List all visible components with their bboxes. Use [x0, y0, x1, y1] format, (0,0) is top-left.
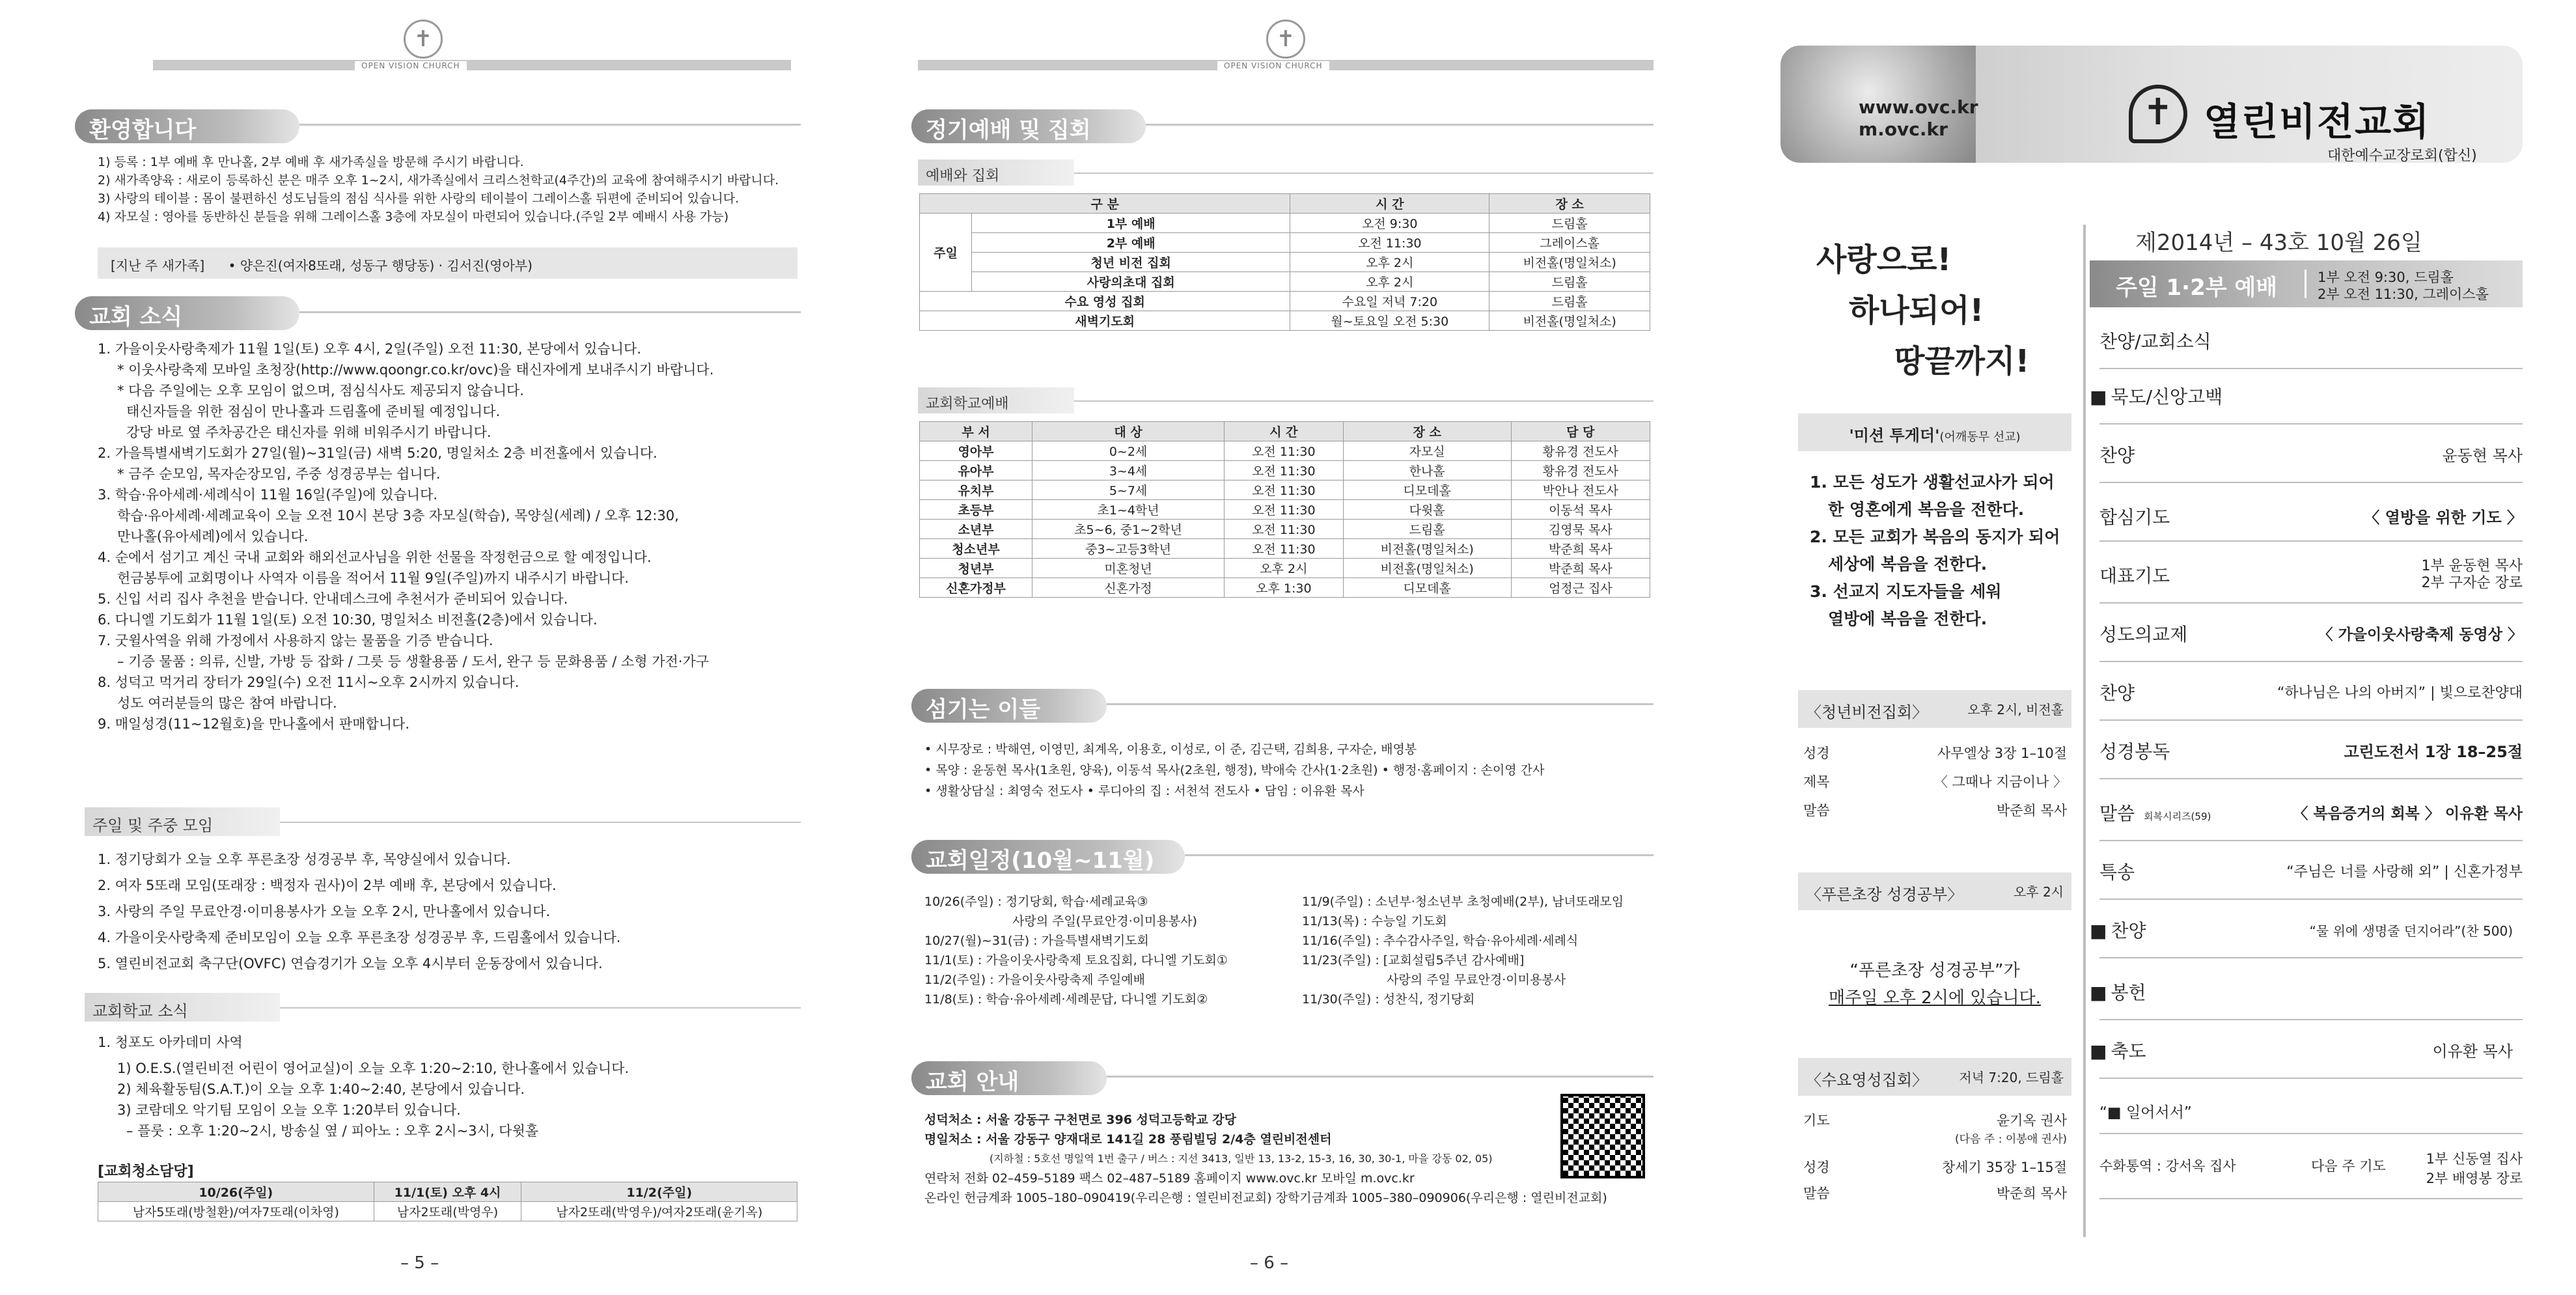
- news-line: 만나홀(유아세례)에서 있습니다.: [117, 529, 309, 544]
- school-cell: 김영묵 목사: [1511, 520, 1650, 539]
- school-header: 대 상: [1032, 422, 1225, 441]
- schedule-right: [1302, 892, 1624, 1009]
- news-line: 6. 다니엘 기도회가 11월 1일(토) 오전 10:30, 명일처소 비전홀(2층)에서 있습니다.: [98, 612, 598, 628]
- school-cell: 이동석 목사: [1511, 500, 1650, 520]
- news-line: 3. 학습·유아세례·세례식이 11월 16일(주일)에 있습니다.: [98, 487, 438, 503]
- youth-box: [1798, 690, 2071, 728]
- order-row: [2099, 801, 2523, 827]
- mission-line: 2. 모든 교회가 복음의 동지가 되어: [1810, 527, 2060, 546]
- news-line: – 기증 물품 : 의류, 신발, 가방 등 잡화 / 그릇 등 생활용품 / 도서, 완구 등 문화용품 / 소형 가전·가구: [117, 654, 710, 669]
- school-cell: 오전 11:30: [1225, 461, 1343, 480]
- worship-group: 주일: [920, 214, 972, 292]
- wednesday-row-value: (다음 주 : 이봉애 권사): [1955, 1133, 2067, 1146]
- school-cell: 5~7세: [1032, 480, 1225, 500]
- pasture-line: “푸른초장 성경공부”가: [1849, 961, 2020, 981]
- welcome-item: 4) 자모실 : 영아를 동반하신 분들을 위해 그레이스홀 3층에 자모실이 마련되어 있습니다.(주일 2부 예배시 사용 가능): [98, 210, 729, 224]
- order-label: 찬양: [2111, 920, 2146, 941]
- worship-header: 시 간: [1290, 194, 1489, 214]
- youth-row-value: 사무엘상 3장 1–10절: [1937, 745, 2067, 761]
- welcome-item: 3) 사랑의 테이블 : 몸이 불편하신 성도님들의 점심 식사를 위한 사랑의 테이블이 그레이스홀 뒤편에 준비되어 있습니다.: [98, 191, 740, 206]
- worship-cell: 1부 예배: [972, 214, 1290, 233]
- news-line: 9. 매일성경(11~12월호)을 만나홀에서 판매합니다.: [98, 716, 410, 732]
- order-detail: 〈 가을이웃사랑축제 동영상 〉: [2318, 626, 2523, 643]
- worship-cell: 오후 2시: [1290, 253, 1489, 272]
- order-detail: “하나님은 나의 아버지” | 빛으로찬양대: [2277, 685, 2523, 701]
- school-header: 시 간: [1225, 422, 1343, 441]
- service-bar: [2090, 260, 2523, 307]
- order-row: [2099, 680, 2523, 706]
- school-cell: 디모데홀: [1343, 578, 1511, 598]
- weekly-line: 1. 정기당회가 오늘 오후 푸른초장 성경공부 후, 목양실에서 있습니다.: [98, 852, 511, 867]
- new-family-box: [98, 247, 797, 279]
- school-worship-subtitle: 교회학교예배: [918, 387, 1074, 413]
- school-cell: 청소년부: [920, 539, 1032, 559]
- worship-cell: 새벽기도회: [920, 311, 1290, 331]
- church-logo-icon: ✝: [404, 20, 443, 59]
- servants-line: • 생활상담실 : 최영숙 전도사 • 루디아의 집 : 서천석 전도사 • 담임 : 이유환 목사: [924, 784, 1364, 798]
- page-5: [0, 0, 840, 1295]
- wednesday-row-value: 박준희 목사: [1996, 1186, 2067, 1201]
- order-row: [2099, 558, 2523, 591]
- schedule-item: 11/23(주일) : [교회설립5주년 감사예배]: [1302, 953, 1525, 968]
- welcome-title: 환영합니다: [75, 109, 299, 143]
- wednesday-row-value: 윤기옥 권사: [1996, 1113, 2067, 1128]
- guide-line: 명일처소 : 서울 강동구 양재대로 141길 28 풍림빌딩 2/4층 열린비전센터: [924, 1132, 1332, 1147]
- school-cell: 박준희 목사: [1511, 559, 1650, 578]
- qr-code[interactable]: [1560, 1094, 1645, 1178]
- news-line: 1. 가을이웃사랑축제가 11월 1일(토) 오후 4시, 2일(주일) 오전 11:30, 본당에서 있습니다.: [98, 341, 641, 357]
- schedule-title: 교회일정(10월~11월): [911, 840, 1185, 874]
- worship-cell: 비전홀(명일처소): [1489, 311, 1650, 331]
- church-name: 열린비전교회: [2204, 100, 2431, 144]
- worship-title: 정기예배 및 집회: [911, 109, 1146, 143]
- weekly-line: 3. 사랑의 주일 무료안경·이미용봉사가 오늘 오후 2시, 만나홀에서 있습니다.: [98, 904, 551, 919]
- next-week-label: 다음 주 기도: [2311, 1158, 2386, 1174]
- school-cell: 한나홀: [1343, 461, 1511, 480]
- guide-list: [924, 1110, 1607, 1208]
- order-detail-line: 1부 윤동현 목사: [2421, 558, 2523, 574]
- schedule-item: 사랑의 주일 무료안경·이미용봉사: [1387, 973, 1566, 987]
- school-cell: 3~4세: [1032, 461, 1225, 480]
- website-url[interactable]: www.ovc.kr: [1859, 96, 1978, 118]
- school-cell: 초1~4학년: [1032, 500, 1225, 520]
- mission-list: [1810, 469, 2060, 633]
- school-cell: 황유경 전도사: [1511, 441, 1650, 461]
- order-detail: “주님은 너를 사랑해 외” | 신혼가정부: [2286, 864, 2523, 880]
- news-line: * 다음 주일에는 오후 모임이 없으며, 점심식사도 제공되지 않습니다.: [117, 383, 524, 398]
- news-line: 8. 성덕고 먹거리 장터가 29일(수) 오전 11시~오후 2시까지 있습니다.: [98, 675, 519, 690]
- standing-note: “■ 일어서서”: [2099, 1104, 2192, 1121]
- service-time: 1부 오전 9:30, 드림홀: [2318, 270, 2454, 285]
- cleaning-cell: 남자2또래(박영우): [374, 1202, 521, 1221]
- church-en-name: OPEN VISION CHURCH: [1217, 61, 1329, 70]
- youth-rows: [1803, 739, 2067, 825]
- mission-line: 열방에 복음을 전한다.: [1828, 609, 1987, 628]
- order-row: [2099, 505, 2523, 531]
- wednesday-rows: [1803, 1110, 2067, 1209]
- order-label: 찬양/교회소식: [2099, 331, 2211, 352]
- pasture-time: 오후 2시: [2013, 884, 2064, 900]
- order-mark: ■: [2090, 386, 2107, 408]
- mission-line: 세상에 복음을 전한다.: [1828, 555, 1987, 574]
- worship-cell: 드림홀: [1489, 214, 1650, 233]
- school-cell: 신혼가정: [1032, 578, 1225, 598]
- worship-cell: 비전홀(명일처소): [1489, 253, 1650, 272]
- worship-cell: 드림홀: [1489, 292, 1650, 311]
- news-title: 교회 소식: [75, 296, 299, 330]
- schedule-item: 11/16(주일) : 추수감사주일, 학습·유아세례·세례식: [1302, 934, 1579, 948]
- school-cell: 다윗홀: [1343, 500, 1511, 520]
- order-label: 축도: [2111, 1040, 2146, 1062]
- schedule-item: 10/26(주일) : 정기당회, 학습·세례교육③: [924, 895, 1148, 909]
- school-cell: 오후 1:30: [1225, 578, 1343, 598]
- news-line: 4. 순에서 섬기고 계신 국내 교회와 해외선교사님을 위한 선물을 작정헌금으로 할 예정입니다.: [98, 550, 652, 565]
- order-detail: 이유환 목사: [2432, 1042, 2513, 1061]
- school-cell: 박준희 목사: [1511, 539, 1650, 559]
- order-label: 성도의교제: [2099, 624, 2188, 645]
- school-cell: 비전홀(명일처소): [1343, 559, 1511, 578]
- order-label: 성경봉독: [2099, 741, 2170, 762]
- news-list: [98, 339, 713, 734]
- order-label: 찬양: [2099, 445, 2135, 466]
- worship-cell: 청년 비전 집회: [972, 253, 1290, 272]
- order-detail: [2422, 558, 2523, 592]
- schedule-left: [924, 892, 1228, 1009]
- school-cell: 오전 11:30: [1225, 441, 1343, 461]
- order-mark: ■: [2090, 982, 2107, 1003]
- cleaning-cell: 남자5또래(방철환)/여자7또래(이차영): [98, 1202, 374, 1221]
- guide-line: 온라인 헌금계좌 1005–180–090419(우리은행 : 열린비전교회) 장학기금계좌 1005–380–090906(우리은행 : 열린비전교회): [924, 1191, 1607, 1205]
- order-row: [2090, 1038, 2513, 1065]
- school-header: 부 서: [920, 422, 1032, 441]
- order-label: 말씀: [2099, 803, 2135, 824]
- new-family-label: [지난 주 새가족]: [111, 258, 205, 273]
- worship-cell: 월~토요일 오전 5:30: [1290, 311, 1489, 331]
- pasture-line: 매주일 오후 2시에 있습니다.: [1829, 988, 2041, 1008]
- worship-cell: 오후 2시: [1290, 272, 1489, 292]
- news-line: 학습·유아세례·세례교육이 오늘 오전 10시 본당 3층 자모실(학습), 목양실(세례) / 오후 12:30,: [117, 508, 679, 523]
- order-row: [2090, 918, 2513, 944]
- order-row: [2099, 329, 2523, 355]
- mobile-url[interactable]: m.ovc.kr: [1859, 118, 1948, 140]
- schedule-item: 11/8(토) : 학습·유아세례·세례문답, 다니엘 기도회②: [924, 992, 1208, 1007]
- news-line: 헌금봉투에 교회명이나 사역자 이름을 적어서 11월 9일(주일)까지 내주시기 바랍니다.: [117, 570, 629, 586]
- order-detail: 고린도전서 1장 18–25절: [2344, 743, 2523, 761]
- schedule-item: 10/27(월)~31(금) : 가을특별새벽기도회: [924, 934, 1149, 948]
- guide-line: (지하철 : 5호선 명일역 1번 출구 / 버스 : 지선 3413, 일반 13, 13-2, 15-3, 16, 30, 30-1, 마을 강동 02, 05): [990, 1152, 1493, 1165]
- order-label: 봉헌: [2111, 982, 2146, 1003]
- schedule-item: 11/1(토) : 가을이웃사랑축제 토요집회, 다니엘 기도회①: [924, 953, 1228, 968]
- weekly-title: 주일 및 주중 모임: [85, 807, 280, 836]
- church-emblem-icon: ✝: [2129, 85, 2187, 143]
- youth-title: 〈청년비전집회〉: [1806, 703, 1928, 721]
- school-header: 담 당: [1511, 422, 1650, 441]
- order-row: [2099, 739, 2523, 765]
- news-line: 7. 굿윌사역을 위해 가정에서 사용하지 않는 물품을 기증 받습니다.: [98, 633, 493, 648]
- servants-list: [924, 739, 1544, 801]
- schedule-item: 11/30(주일) : 성찬식, 정기당회: [1302, 992, 1475, 1007]
- worship-header: 구 분: [920, 194, 1290, 214]
- church-en-name: OPEN VISION CHURCH: [355, 61, 467, 70]
- schedule-item: 사랑의 주일(무료안경·이미용봉사): [1012, 914, 1197, 928]
- news-line: * 금주 순모임, 목자순장모임, 주중 성경공부는 쉽니다.: [117, 466, 441, 482]
- school-cell: 드림홀: [1343, 520, 1511, 539]
- top-rule: [153, 60, 791, 70]
- wednesday-row-label: 성경: [1803, 1160, 1830, 1175]
- school-cell: 엄정근 집사: [1511, 578, 1650, 598]
- mission-title-box: [1798, 413, 2071, 451]
- worship-header: 장 소: [1489, 194, 1650, 214]
- school-cell: 유아부: [920, 461, 1032, 480]
- school-cell: 디모데홀: [1343, 480, 1511, 500]
- school-cell: 유치부: [920, 480, 1032, 500]
- order-row: [2099, 859, 2523, 885]
- school-worship-table: [919, 421, 1650, 598]
- school-cell: 오전 11:30: [1225, 480, 1343, 500]
- order-row: [2090, 384, 2513, 410]
- weekly-list: [98, 846, 620, 977]
- mission-note: (어깨동무 선교): [1939, 430, 2021, 444]
- slogan-line: 하나되어!: [1849, 292, 1984, 329]
- page-number: – 5 –: [400, 1253, 439, 1273]
- school-cell: 자모실: [1343, 441, 1511, 461]
- school-cell: 오전 11:30: [1225, 520, 1343, 539]
- denomination: 대한예수교장로회(합신): [2327, 148, 2477, 164]
- cleaning-cell: 남자2또래(박영우)/여자2또래(윤기옥): [521, 1202, 797, 1221]
- cleaning-table: [98, 1182, 797, 1221]
- weekly-line: 2. 여자 5또래 모임(또래장 : 백정자 권사)이 2부 예배 후, 본당에서 있습니다.: [98, 878, 557, 893]
- worship-table: [919, 193, 1650, 331]
- youth-time: 오후 2시, 비전홀: [1967, 702, 2064, 717]
- worship-cell: 드림홀: [1489, 272, 1650, 292]
- school-cell: 황유경 전도사: [1511, 461, 1650, 480]
- school-cell: 오후 2시: [1225, 559, 1343, 578]
- youth-row-label: 제목: [1803, 774, 1830, 790]
- worship-cell: 그레이스홀: [1489, 233, 1650, 253]
- order-detail: 〈 열방을 위한 기도 〉: [2364, 508, 2523, 527]
- news-line: 2. 가을특별새벽기도회가 27일(월)~31일(금) 새벽 5:20, 명일처소 2층 비전홀에서 있습니다.: [98, 445, 658, 461]
- school-line: – 플룻 : 오후 1:20~2시, 방송실 옆 / 피아노 : 오후 2시~3시, 다윗홀: [126, 1123, 539, 1139]
- youth-row-value: 〈 그때나 지금이나 〉: [1933, 774, 2067, 790]
- school-line: 1) O.E.S.(열린비전 어린이 영어교실)이 오늘 오후 1:20~2:10, 한나홀에서 있습니다.: [117, 1061, 630, 1076]
- worship-cell: 수요 영성 집회: [920, 292, 1290, 311]
- weekly-line: 5. 열린비전교회 축구단(OVFC) 연습경기가 오늘 오후 4시부터 운동장에서 있습니다.: [98, 956, 603, 971]
- pasture-box: [1798, 872, 2071, 910]
- usher-info: 수화통역 : 강서옥 집사: [2099, 1158, 2236, 1174]
- order-row: [2090, 980, 2513, 1006]
- order-label: 대표기도: [2099, 565, 2170, 587]
- welcome-list: [98, 153, 779, 226]
- order-label: 찬양: [2099, 682, 2135, 704]
- order-detail: 윤동현 목사: [2442, 447, 2523, 465]
- news-line: 5. 신입 서리 집사 추천을 받습니다. 안내데스크에 추천서가 준비되어 있습니다.: [98, 591, 568, 607]
- worship-cell: 오전 9:30: [1290, 214, 1489, 233]
- servants-line: • 시무장로 : 박해연, 이영민, 최계옥, 이용호, 이성로, 이 준, 김근택, 김희용, 구자순, 배영봉: [924, 742, 1417, 757]
- school-cell: 오전 11:30: [1225, 539, 1343, 559]
- school-cell: 비전홀(명일처소): [1343, 539, 1511, 559]
- school-cell: 신혼가정부: [920, 578, 1032, 598]
- weekly-line: 4. 가을이웃사랑축제 준비모임이 오늘 오후 푸른초장 성경공부 후, 드림홀에서 있습니다.: [98, 930, 621, 945]
- school-cell: 초등부: [920, 500, 1032, 520]
- service-divider: [2305, 270, 2306, 298]
- school-line: 2) 체육활동팀(S.A.T.)이 오늘 오후 1:40~2:40, 본당에서 있습니다.: [117, 1081, 525, 1097]
- order-label: 합심기도: [2099, 507, 2170, 528]
- issue-line: 제2014년 – 43호 10월 26일: [2135, 230, 2422, 256]
- school-cell: 오전 11:30: [1225, 500, 1343, 520]
- cleaning-header: 11/1(토) 오후 4시: [374, 1182, 521, 1202]
- page-6: [859, 0, 1706, 1295]
- news-line: * 이웃사랑축제 모바일 초청장(http://www.qoongr.co.kr/ovc)을 태신자에게 보내주시기 바랍니다.: [117, 362, 714, 378]
- next-week-line: 2부 배영봉 장로: [2426, 1171, 2523, 1186]
- school-cell: 영아부: [920, 441, 1032, 461]
- order-label: 특송: [2099, 861, 2135, 883]
- wednesday-box: [1798, 1058, 2071, 1096]
- mission-line: 3. 선교지 지도자들을 세워: [1810, 582, 2002, 601]
- slogan: [1816, 234, 2029, 387]
- church-logo-icon: ✝: [1266, 20, 1305, 59]
- order-detail: “물 위에 생명줄 던지어라”(찬 500): [2309, 923, 2513, 939]
- wednesday-row-label: 말씀: [1803, 1186, 1830, 1201]
- order-mark: ■: [2090, 920, 2107, 941]
- school-line: 3) 코람데오 악기팀 모임이 오늘 오후 1:20부터 있습니다.: [117, 1102, 461, 1118]
- pasture-title: 〈푸른초장 성경공부〉: [1806, 885, 1963, 904]
- school-cell: 청년부: [920, 559, 1032, 578]
- next-week-prayer: [2409, 1149, 2523, 1188]
- youth-row-label: 말씀: [1803, 803, 1830, 818]
- worship-cell: 오전 11:30: [1290, 233, 1489, 253]
- worship-subtitle: 예배와 집회: [918, 160, 1074, 186]
- service-title: 주일 1·2부 예배: [2116, 275, 2278, 301]
- school-cell: 중3~고등3학년: [1032, 539, 1225, 559]
- pasture-text: [1798, 957, 2071, 1012]
- news-line: 성도 여러분들의 많은 참여 바랍니다.: [117, 695, 337, 711]
- order-row: [2099, 622, 2523, 648]
- school-line: 1. 청포도 아카데미 사역: [98, 1035, 243, 1050]
- order-row: [2099, 443, 2523, 469]
- schedule-item: 11/9(주일) : 소년부·청소년부 초청예배(2부), 남녀또래모임: [1302, 895, 1624, 909]
- order-detail-line: 2부 구자순 장로: [2421, 575, 2523, 591]
- order-pre: 회복시리즈(59): [2144, 811, 2211, 822]
- news-line: 강당 바로 옆 주차공간은 태신자를 위해 비워주시기 바랍니다.: [126, 425, 492, 440]
- wednesday-row-label: 기도: [1803, 1113, 1830, 1128]
- cleaning-header: 10/26(주일): [98, 1182, 374, 1202]
- mission-title: '미션 투게더': [1849, 426, 1940, 445]
- youth-row-label: 성경: [1803, 745, 1830, 761]
- servants-line: • 목양 : 윤동현 목사(1초원, 양육), 이동석 목사(2초원, 행정), 박애숙 간사(1·2초원) • 행정·홈페이지 : 손이영 간사: [924, 763, 1545, 777]
- worship-cell: 사랑의초대 집회: [972, 272, 1290, 292]
- news-line: 태신자들을 위한 점심이 만나홀과 드림홀에 준비될 예정입니다.: [126, 404, 501, 419]
- wednesday-title: 〈수요영성집회〉: [1806, 1071, 1928, 1089]
- guide-title: 교회 안내: [911, 1061, 1107, 1095]
- next-week-line: 1부 신동열 집사: [2426, 1151, 2523, 1167]
- order-detail: 〈 복음증거의 회복 〉 이유환 목사: [2293, 805, 2523, 822]
- new-family-names: • 양은진(여자8또래, 성동구 행당동) · 김서진(영아부): [228, 258, 533, 273]
- cover-divider: [2083, 225, 2086, 1237]
- order-label: 묵도/신앙고백: [2111, 386, 2223, 408]
- worship-cell: 2부 예배: [972, 233, 1290, 253]
- school-header: 장 소: [1343, 422, 1511, 441]
- wednesday-time: 저녁 7:20, 드림홀: [1959, 1070, 2064, 1085]
- schedule-item: 11/2(주일) : 가을이웃사랑축제 주일예배: [924, 973, 1145, 987]
- youth-row-value: 박준희 목사: [1996, 803, 2067, 818]
- guide-line: 연락처 전화 02–459–5189 팩스 02–487–5189 홈페이지 www.ovc.kr 모바일 m.ovc.kr: [924, 1171, 1415, 1186]
- school-cell: 0~2세: [1032, 441, 1225, 461]
- cleaning-header: 11/2(주일): [521, 1182, 797, 1202]
- school-news-title: 교회학교 소식: [85, 993, 280, 1022]
- cleaning-label: [교회청소담당]: [98, 1163, 194, 1180]
- schedule-item: 11/13(목) : 수능일 기도회: [1302, 914, 1447, 928]
- school-cell: 미혼청년: [1032, 559, 1225, 578]
- order-mark: ■: [2090, 1040, 2107, 1062]
- guide-line: 성덕처소 : 서울 강동구 구천면로 396 성덕고등학교 강당: [924, 1113, 1236, 1127]
- mission-line: 1. 모든 성도가 생활선교사가 되어: [1810, 473, 2055, 492]
- servants-title: 섬기는 이들: [911, 689, 1107, 723]
- school-cell: 초5~6, 중1~2학년: [1032, 520, 1225, 539]
- mission-line: 한 영혼에게 복음을 전한다.: [1828, 500, 2025, 519]
- welcome-item: 1) 등록 : 1부 예배 후 만나홀, 2부 예배 후 새가족실을 방문해 주시기 바랍니다.: [98, 155, 524, 169]
- service-time: 2부 오전 11:30, 그레이스홀: [2318, 286, 2489, 302]
- slogan-line: 사랑으로!: [1816, 242, 1952, 278]
- school-cell: 박안나 전도사: [1511, 480, 1650, 500]
- wednesday-row-value: 창세기 35장 1–15절: [1941, 1160, 2067, 1175]
- school-cell: 소년부: [920, 520, 1032, 539]
- welcome-item: 2) 새가족양육 : 새로이 등록하신 분은 매주 오후 1~2시, 새가족실에서 크리스천학교(4주간)의 교육에 참여해주시기 바랍니다.: [98, 173, 779, 188]
- school-news-list: [98, 1032, 629, 1141]
- slogan-line: 땅끝까지!: [1894, 343, 2030, 380]
- page-number: – 6 –: [1250, 1253, 1289, 1273]
- worship-cell: 수요일 저녁 7:20: [1290, 292, 1489, 311]
